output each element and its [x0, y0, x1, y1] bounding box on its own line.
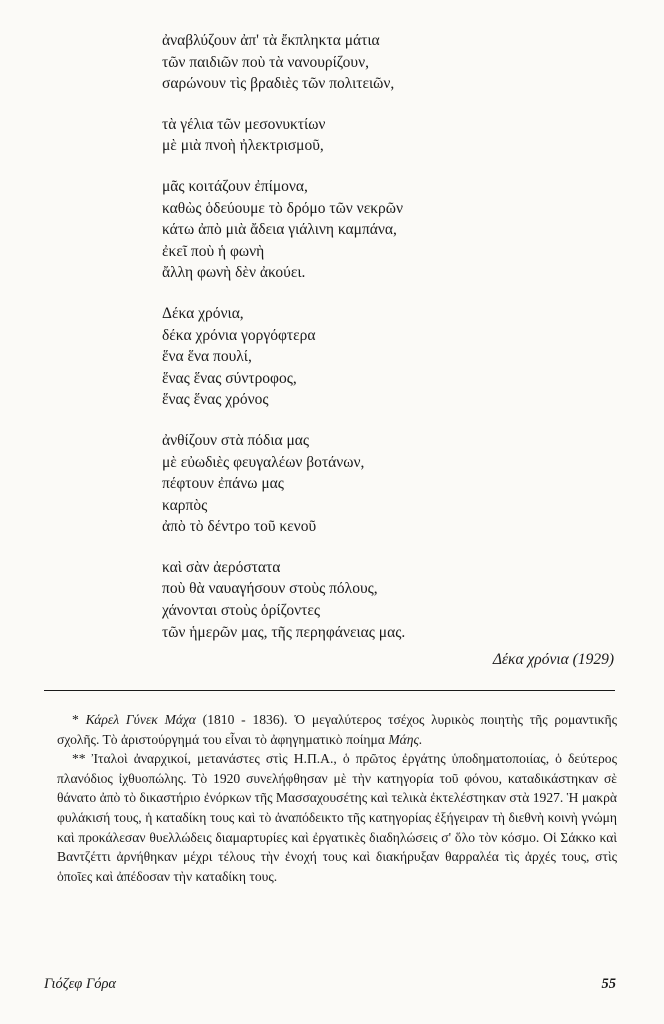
footnote-text: (1810 - 1836). Ὁ μεγαλύτερος τσέχος λυρικὸς ποιητὴς τῆς ρομαντικῆς σχολῆς. Τὸ ἀριστούργημά του εἶναι τὸ ἀφηγηματικὸ ποίημα: [57, 712, 617, 747]
poem-line: ἀνθίζουν στὰ πόδια μας: [162, 431, 310, 449]
poem-line: μὲ μιὰ πνοὴ ἠλεκτρισμοῦ,: [162, 137, 324, 155]
poem-line: ἐκεῖ ποὺ ἡ φωνὴ: [162, 242, 265, 260]
footnote-person-name: Κάρελ Γύνεκ Μάχα: [85, 712, 196, 727]
footnote-marker: *: [72, 712, 86, 727]
footnote-text: Ἰταλοὶ ἀναρχικοί, μετανάστες στὶς Η.Π.Α., ὁ πρῶτος ἐργάτης ὑποδηματοποιίας, ὁ δεύτερος πλανόδιος ἰχθυοπώλης. Τὸ 1920 συνελήφθησαν μὲ τὴν κατηγορία τοῦ φόνου, καταδικάστηκαν σὲ θάνατο ἀπὸ τὸ δικαστήριο ἐνόρκων τῆς Μασσαχουσέτης καὶ τελικὰ ἐκτελέστηκαν στὰ 1927. Ἡ μακρὰ φυλάκισή τους, ἡ καταδίκη τους καὶ τὸ ἀναπόδεικτο τῆς κατηγορίας ἐξήγειραν τὴ διεθνὴ κοινὴ γνώμη καὶ προκάλεσαν θυελλώδεις διαμαρτυρίες καὶ ἐργατικὲς διαδηλώσεις σ' ὅλο τὸν κόσμο. Οἱ Σάκκο καὶ Βαντζέττι ἀρνήθηκαν μέχρι τέλους τὴν ἐνοχή τους καὶ διακήρυξαν θαρραλέα τὶς ἀρχές τους, στὶς ὁποῖες καὶ ἀπέδοσαν τὴν καταδίκη τους.: [57, 751, 617, 884]
footnote-work-title: Μάης.: [388, 731, 423, 747]
poem-line: καθὼς ὁδεύουμε τὸ δρόμο τῶν νεκρῶν: [162, 199, 403, 217]
poem-line: καὶ σὰν ἀερόστατα: [162, 558, 281, 576]
poem-line: κάτω ἀπὸ μιὰ ἄδεια γιάλινη καμπάνα,: [162, 221, 397, 239]
stanza: [162, 30, 622, 95]
poem-line: τὰ γέλια τῶν μεσονυκτίων: [162, 115, 326, 133]
stanza: [162, 114, 622, 157]
stanza: [162, 557, 622, 643]
poem-line: ἀπὸ τὸ δέντρο τοῦ κενοῦ: [162, 518, 317, 536]
poem-line: ἕνας ἕνας σύντροφος,: [162, 369, 297, 387]
poem-line: τῶν παιδιῶν ποὺ τὰ νανουρίζουν,: [162, 53, 369, 71]
poem-line: καρπὸς: [162, 496, 208, 514]
poem-line: ἕνας ἕνας χρόνος: [162, 391, 269, 409]
poem-line: χάνονται στοὺς ὁρίζοντες: [162, 602, 320, 620]
footnote-marker: **: [72, 751, 92, 767]
footnote-2: [57, 749, 617, 886]
poem-line: ἕνα ἕνα πουλί,: [162, 348, 252, 366]
poem-line: σαρώνουν τὶς βραδιὲς τῶν πολιτειῶν,: [162, 75, 395, 93]
poem: [162, 30, 622, 662]
poem-line: μὲ εὐωδιὲς φευγαλέων βοτάνων,: [162, 453, 365, 471]
page-number: 55: [601, 976, 616, 992]
poem-line: δέκα χρόνια γοργόφτερα: [162, 326, 316, 344]
footnote-1: [57, 710, 617, 749]
poem-signature: Δέκα χρόνια (1929): [492, 651, 614, 668]
poem-line: μᾶς κοιτάζουν ἐπίμονα,: [162, 177, 308, 195]
poem-line: τῶν ἡμερῶν μας, τῆς περηφάνειας μας.: [162, 623, 406, 641]
stanza: [162, 176, 622, 284]
stanza: [162, 430, 622, 538]
poem-line: ἀναβλύζουν ἀπ' τὰ ἔκπληκτα μάτια: [162, 32, 380, 49]
poem-line: ἄλλη φωνὴ δὲν ἀκούει.: [162, 264, 306, 282]
footnotes: [57, 710, 617, 886]
stanza: [162, 303, 622, 411]
footnote-divider: [44, 690, 615, 691]
poem-line: Δέκα χρόνια,: [162, 304, 244, 322]
poem-line: πέφτουν ἐπάνω μας: [162, 475, 284, 493]
poem-line: ποὺ θὰ ναυαγήσουν στοὺς πόλους,: [162, 580, 378, 598]
running-footer-author: Γιόζεφ Γόρα: [44, 976, 117, 992]
